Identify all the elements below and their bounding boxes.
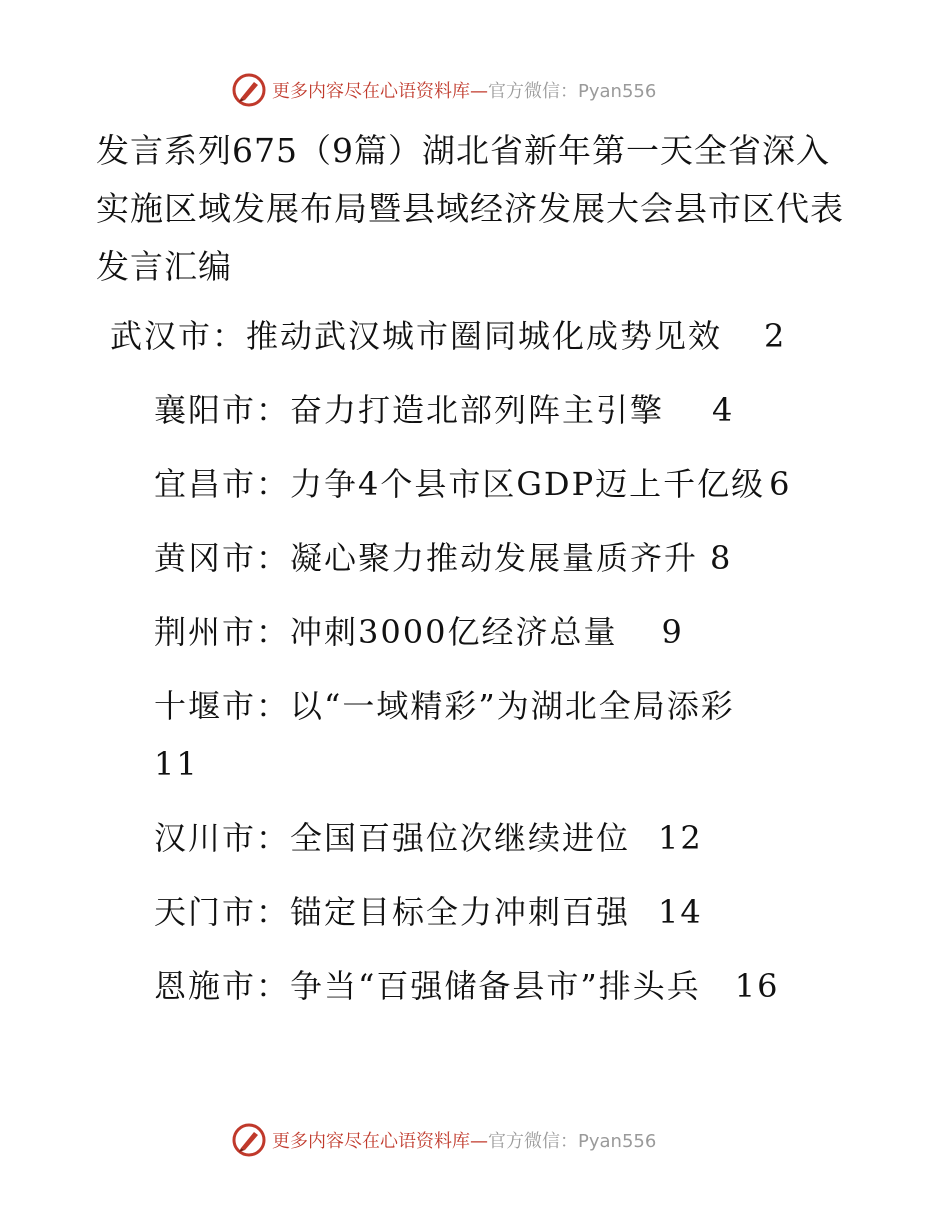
toc-entry-text: 荆州市：冲刺3000亿经济总量 [154, 613, 618, 651]
header-brand-text: 更多内容尽在心语资料库—官方微信：Pyan556 [272, 81, 657, 102]
toc-entry-text: 武汉市：推动武汉城市圈同城化成势见效 [110, 317, 723, 355]
footer-brand-text: 更多内容尽在心语资料库—官方微信：Pyan556 [272, 1131, 657, 1152]
toc-entry[interactable] [154, 612, 684, 652]
toc-entry-page: 12 [658, 819, 703, 857]
toc-entry-page: 4 [712, 391, 735, 429]
toc-entry-text: 天门市：锚定目标全力冲刺百强 [154, 893, 631, 931]
toc-entry-text: 襄阳市：奋力打造北部列阵主引擎 [154, 391, 665, 429]
toc-entry-page-wrapped: 11 [154, 745, 199, 783]
document-title: 发言系列675（9篇）湖北省新年第一天全省深入实施区域发展布局暨县域经济发展大会县市区代表发言汇编 [96, 131, 844, 286]
toc-entry[interactable] [154, 464, 791, 504]
toc-entry-text: 汉川市：全国百强位次继续进位 [154, 819, 631, 857]
toc-entry-page: 16 [734, 967, 780, 1005]
pen-in-circle-logo-icon [232, 1123, 266, 1157]
footer-watermark [232, 1120, 656, 1160]
toc-entry[interactable] [154, 966, 779, 1006]
toc-entry[interactable] [154, 686, 735, 726]
toc-entry-page: 6 [769, 465, 792, 503]
toc-entry-text: 宜昌市：力争4个县市区GDP迈上千亿级 [154, 465, 766, 503]
toc-entry-text: 十堰市：以“一域精彩”为湖北全局添彩 [154, 687, 735, 725]
toc-entry[interactable] [154, 818, 703, 858]
toc-entry-text: 恩施市：争当“百强储备县市”排头兵 [154, 967, 701, 1005]
toc-entry-text: 黄冈市：凝心聚力推动发展量质齐升 [154, 539, 699, 577]
toc-entry-page: 9 [661, 613, 684, 651]
toc-entry-page: 8 [710, 539, 733, 577]
toc-entry[interactable] [154, 538, 732, 578]
toc-entry-page: 14 [658, 893, 703, 931]
toc-entry[interactable] [110, 316, 786, 356]
toc-entry[interactable] [154, 390, 734, 430]
toc-entry[interactable] [154, 892, 703, 932]
toc-entry-page: 2 [764, 317, 787, 355]
